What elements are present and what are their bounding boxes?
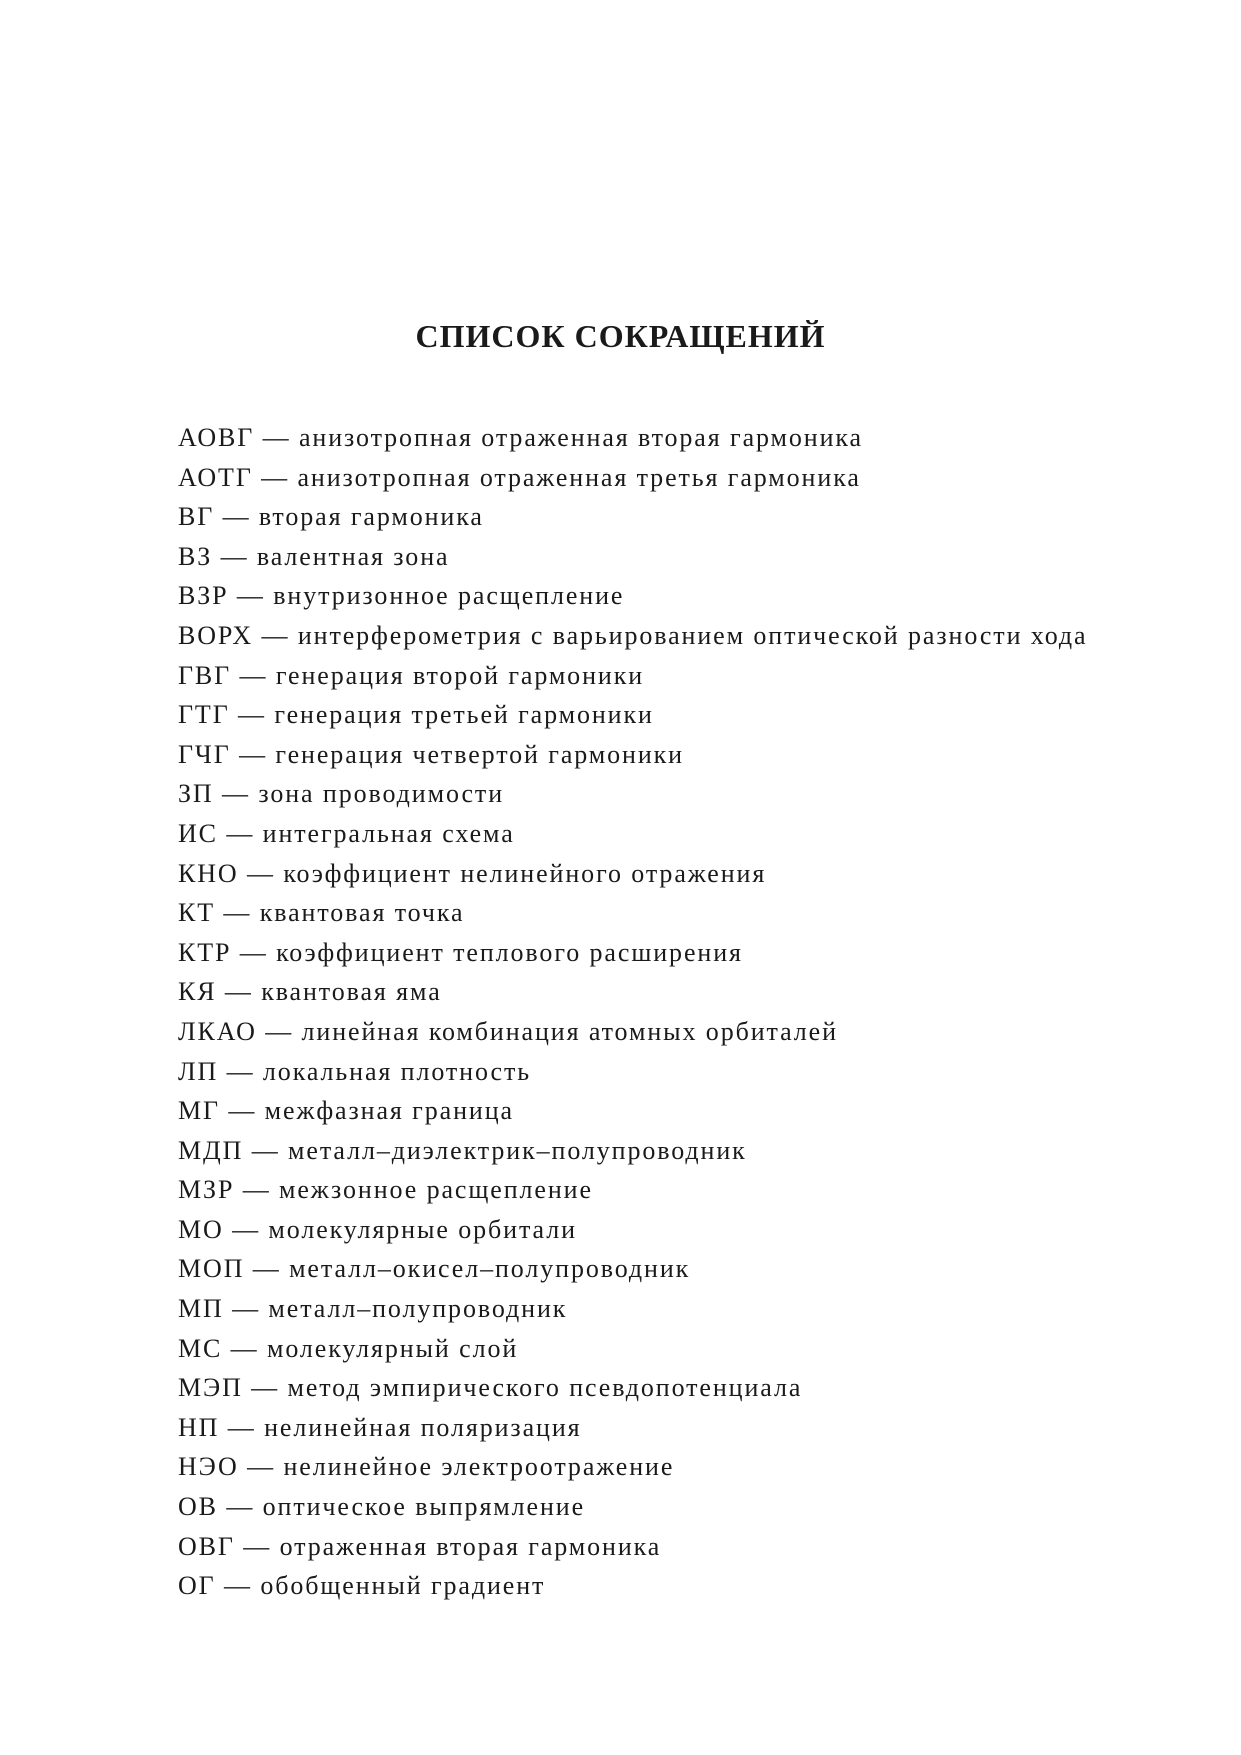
separator: — — [217, 818, 263, 848]
separator: — — [231, 660, 276, 690]
definition: межзонное расщепление — [279, 1175, 593, 1205]
separator: — — [256, 1016, 302, 1046]
abbreviation-list — [178, 418, 1087, 1606]
abbreviation: МО — [178, 1214, 224, 1244]
separator: — — [219, 1096, 265, 1126]
definition: линейная комбинация атомных орбиталей — [301, 1016, 838, 1046]
separator: — — [213, 779, 259, 809]
definition: квантовая точка — [259, 898, 465, 928]
definition: внутризонное расщепление — [273, 581, 625, 611]
abbreviation: ЛП — [178, 1056, 219, 1086]
abbreviation-entry — [178, 1052, 1087, 1092]
definition: межфазная граница — [264, 1096, 514, 1126]
separator: — — [215, 1571, 261, 1601]
definition: интерферометрия с варьированием оптической разности хода — [297, 620, 1088, 650]
abbreviation: МС — [178, 1333, 223, 1363]
abbreviation: КНО — [178, 858, 239, 888]
page-title: СПИСОК СОКРАЩЕНИЙ — [415, 318, 826, 354]
abbreviation: КТ — [178, 898, 216, 928]
definition: генерация четвертой гармоники — [275, 739, 684, 769]
abbreviation-entry — [178, 1210, 1087, 1250]
abbreviation-entry — [178, 1249, 1087, 1289]
separator: — — [223, 1214, 269, 1244]
abbreviation: ОВ — [178, 1492, 218, 1522]
abbreviation-entry — [178, 854, 1087, 894]
abbreviation: ИС — [178, 818, 218, 848]
abbreviation: ГТГ — [178, 700, 230, 730]
abbreviation-entry — [178, 616, 1087, 656]
abbreviation-entry — [178, 1012, 1087, 1052]
definition: коэффициент теплового расширения — [276, 937, 743, 967]
abbreviation: МЭП — [178, 1373, 243, 1403]
abbreviation: ВЗР — [178, 581, 229, 611]
separator: — — [215, 898, 260, 928]
definition: оптическое выпрямление — [262, 1492, 586, 1522]
abbreviation: МОП — [178, 1254, 245, 1284]
abbreviation: ВЗ — [178, 541, 213, 571]
abbreviation: КЯ — [178, 977, 217, 1007]
abbreviation-entry — [178, 972, 1087, 1012]
abbreviation: ВГ — [178, 502, 215, 532]
abbreviation-entry — [178, 576, 1087, 616]
abbreviation: КТР — [178, 937, 232, 967]
separator: — — [230, 739, 276, 769]
abbreviation: ЛКАО — [178, 1016, 257, 1046]
definition: молекулярные орбитали — [268, 1214, 577, 1244]
abbreviation-entry — [178, 1447, 1087, 1487]
definition: нелинейное электроотражение — [283, 1452, 675, 1482]
separator: — — [234, 1531, 280, 1561]
definition: нелинейная поляризация — [264, 1412, 582, 1442]
abbreviation-entry — [178, 458, 1087, 498]
definition: анизотропная отраженная вторая гармоника — [298, 423, 863, 452]
separator: — — [238, 1452, 284, 1482]
abbreviation: ГВГ — [178, 660, 232, 690]
separator: — — [212, 541, 257, 571]
definition: валентная зона — [256, 541, 450, 571]
abbreviation-entry — [178, 497, 1087, 537]
separator: — — [253, 620, 298, 650]
abbreviation: МДП — [178, 1135, 244, 1165]
abbreviation: АОВГ — [178, 423, 255, 452]
abbreviation-entry — [178, 1566, 1087, 1606]
definition: анизотропная отраженная третья гармоника — [297, 462, 861, 492]
definition: интегральная схема — [262, 818, 515, 848]
abbreviation: ОГ — [178, 1571, 216, 1601]
abbreviation-entry — [178, 1487, 1087, 1527]
abbreviation-entry — [178, 735, 1087, 775]
separator: — — [222, 1333, 267, 1363]
separator: — — [218, 1056, 263, 1086]
abbreviation-entry — [178, 418, 1087, 458]
separator: — — [231, 937, 277, 967]
separator: — — [223, 1294, 269, 1324]
separator: — — [242, 1373, 288, 1403]
abbreviation-entry — [178, 774, 1087, 814]
abbreviation-entry — [178, 695, 1087, 735]
abbreviation-entry — [178, 1289, 1087, 1329]
definition: генерация второй гармоники — [275, 660, 645, 690]
abbreviation: ГЧГ — [178, 739, 231, 769]
abbreviation-entry — [178, 814, 1087, 854]
abbreviation: НП — [178, 1412, 220, 1442]
definition: зона проводимости — [258, 779, 505, 809]
separator: — — [219, 1412, 265, 1442]
separator: — — [228, 581, 274, 611]
separator: — — [243, 1135, 289, 1165]
abbreviation: ВОРХ — [178, 620, 254, 650]
abbreviation-entry — [178, 537, 1087, 577]
definition: металл–полупроводник — [268, 1294, 568, 1324]
abbreviation-entry — [178, 1131, 1087, 1171]
definition: металл–окисел–полупроводник — [289, 1254, 691, 1284]
abbreviation: АОТГ — [178, 462, 253, 492]
separator: — — [217, 1492, 263, 1522]
separator: — — [252, 462, 298, 492]
definition: молекулярный слой — [266, 1333, 519, 1363]
separator: — — [234, 1175, 280, 1205]
abbreviation: ОВГ — [178, 1531, 235, 1561]
separator: — — [254, 423, 299, 452]
abbreviation: ЗП — [178, 779, 214, 809]
abbreviation: НЭО — [178, 1452, 239, 1482]
separator: — — [229, 700, 275, 730]
definition: вторая гармоника — [258, 502, 484, 532]
definition: отраженная вторая гармоника — [279, 1531, 662, 1561]
abbreviation-entry — [178, 1170, 1087, 1210]
abbreviation-entry — [178, 1091, 1087, 1131]
separator: — — [216, 977, 262, 1007]
separator: — — [214, 502, 259, 532]
abbreviation: МП — [178, 1294, 224, 1324]
separator: — — [244, 1254, 290, 1284]
definition: обобщенный градиент — [260, 1571, 546, 1601]
definition: квантовая яма — [261, 977, 442, 1007]
abbreviation: МГ — [178, 1096, 220, 1126]
abbreviation: МЗР — [178, 1175, 235, 1205]
abbreviation-entry — [178, 893, 1087, 933]
definition: локальная плотность — [262, 1056, 531, 1086]
definition: коэффициент нелинейного отражения — [283, 858, 767, 888]
abbreviation-entry — [178, 656, 1087, 696]
abbreviation-entry — [178, 933, 1087, 973]
definition: металл–диэлектрик–полупроводник — [288, 1135, 747, 1165]
definition: метод эмпирического псевдопотенциала — [287, 1373, 803, 1403]
abbreviation-entry — [178, 1368, 1087, 1408]
definition: генерация третьей гармоники — [274, 700, 654, 730]
abbreviation-entry — [178, 1329, 1087, 1369]
separator: — — [238, 858, 284, 888]
abbreviation-entry — [178, 1527, 1087, 1567]
abbreviation-entry — [178, 1408, 1087, 1448]
